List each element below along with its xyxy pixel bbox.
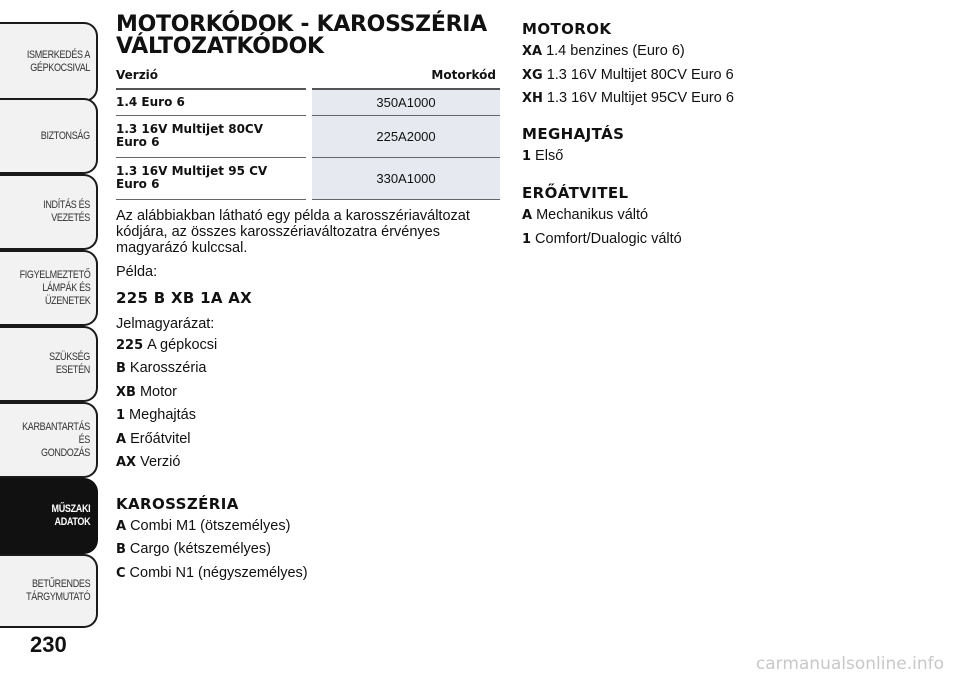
chapter-tab-rail — [0, 0, 100, 678]
engines-list — [522, 40, 922, 111]
left-column — [116, 14, 500, 585]
legend-key: XB — [116, 384, 136, 400]
list-item — [116, 515, 500, 539]
legend-key: AX — [116, 455, 137, 470]
legend-list — [116, 334, 500, 475]
tab-label: MŰSZAKI ADATOK — [51, 503, 90, 528]
list-item — [116, 404, 500, 428]
body-key: B — [116, 542, 126, 557]
variant-cell: 1.3 16V Multijet 80CV Euro 6 — [116, 115, 309, 157]
list-item — [522, 87, 922, 111]
title-line-2: VÁLTOZATKÓDOK — [116, 34, 324, 59]
drive-key: 1 — [522, 148, 532, 164]
legend-key: B — [116, 361, 126, 376]
tab-targymutato[interactable] — [0, 554, 98, 628]
legend-label: Jelmagyarázat: — [116, 315, 215, 332]
tab-label: BIZTONSÁG — [40, 129, 90, 142]
tab-muszaki-adatok[interactable] — [0, 478, 98, 554]
legend-value: Karosszéria — [129, 360, 207, 376]
legend-value: Meghajtás — [129, 407, 196, 423]
legend-key: 1 — [116, 408, 126, 423]
legend-value: Verzió — [140, 454, 181, 470]
body-key: A — [116, 518, 127, 534]
engine-value: 1.3 16V Multijet 95CV Euro 6 — [546, 90, 734, 106]
body-value: Combi N1 (négyszemélyes) — [129, 564, 308, 581]
drive-list — [522, 145, 922, 169]
list-item — [522, 64, 922, 88]
list-item — [116, 357, 500, 381]
legend-value: Erőátvitel — [130, 430, 191, 447]
legend-value: Motor — [139, 383, 178, 400]
engine-code-table — [116, 64, 500, 200]
engine-code-cell: 225A2000 — [309, 115, 500, 157]
page-title — [116, 14, 500, 58]
engine-value: 1.4 benzines (Euro 6) — [546, 43, 685, 59]
variant-cell: 1.3 16V Multijet 95 CV Euro 6 — [116, 157, 309, 199]
tab-label: ISMERKEDÉS A GÉPKOCSIVAL — [26, 49, 90, 74]
transmission-list — [522, 204, 922, 251]
tab-figyelmezteto[interactable] — [0, 250, 98, 326]
tab-label: SZÜKSÉG ESETÉN — [49, 351, 90, 376]
engine-code-cell: 330A1000 — [309, 157, 500, 199]
tab-biztonsag[interactable] — [0, 98, 98, 174]
transmission-key: A — [522, 208, 533, 223]
list-item — [116, 562, 500, 586]
transmission-value: Mechanikus váltó — [536, 207, 649, 223]
legend-key: 225 — [116, 337, 144, 353]
transmission-value: Comfort/Dualogic váltó — [535, 230, 682, 247]
page-number: 230 — [30, 632, 67, 657]
list-item — [522, 145, 922, 169]
engine-code-cell: 350A1000 — [309, 89, 500, 115]
transmission-key: 1 — [522, 231, 532, 247]
watermark: carmanualsonline.info — [755, 654, 944, 674]
engines-section-title: MOTOROK — [522, 20, 612, 38]
list-item — [116, 381, 500, 405]
right-column — [522, 20, 922, 251]
body-list — [116, 515, 500, 586]
list-item — [522, 40, 922, 64]
column-header-variant: Verzió — [116, 64, 309, 89]
engine-key: XG — [522, 67, 543, 83]
table-row — [116, 89, 500, 115]
body-value: Cargo (kétszemélyes) — [129, 541, 271, 557]
list-item — [116, 451, 500, 475]
list-item — [522, 228, 922, 252]
tab-inditas[interactable] — [0, 174, 98, 250]
intro-paragraph: Az alábbiakban látható egy példa a karosszériaváltozat kódjára, az összes karosszériaváltozatra érvényes magyarázó kulccsal. — [116, 207, 470, 256]
tab-label: BETŰRENDES TÁRGYMUTATÓ — [25, 578, 90, 603]
table-row — [116, 115, 500, 157]
legend-key: A — [116, 431, 127, 447]
tab-szukseg[interactable] — [0, 326, 98, 402]
drive-section-title: MEGHAJTÁS — [522, 124, 625, 143]
table-header-row — [116, 64, 500, 89]
engine-key: XA — [522, 44, 543, 59]
body-value: Combi M1 (ötszemélyes) — [130, 517, 291, 534]
title-line-1: MOTORKÓDOK - KAROSSZÉRIA — [116, 12, 487, 37]
body-key: C — [116, 565, 126, 581]
engine-value: 1.3 16V Multijet 80CV Euro 6 — [546, 66, 734, 83]
list-item — [116, 428, 500, 452]
body-section-title: KAROSSZÉRIA — [116, 494, 239, 513]
tab-label: INDÍTÁS ÉS VEZETÉS — [43, 199, 90, 224]
transmission-section-title: ERŐÁTVITEL — [522, 184, 629, 202]
legend-value: A gépkocsi — [147, 336, 218, 353]
column-header-engine-code: Motorkód — [309, 64, 500, 89]
tab-label: FIGYELMEZTETŐ LÁMPÁK ÉS ÜZENETEK — [19, 268, 90, 307]
tab-karbantartas[interactable] — [0, 402, 98, 478]
variant-cell: 1.4 Euro 6 — [116, 89, 309, 115]
example-code: 225 B XB 1A AX — [116, 288, 253, 307]
drive-value: Első — [535, 147, 564, 164]
tab-label: KARBANTARTÁS ÉS GONDOZÁS — [22, 420, 91, 459]
example-label: Példa: — [116, 263, 158, 280]
list-item — [116, 334, 500, 358]
table-row — [116, 157, 500, 199]
engine-key: XH — [522, 91, 543, 106]
tab-ismerkedes[interactable] — [0, 22, 98, 102]
list-item — [116, 538, 500, 562]
list-item — [522, 204, 922, 228]
